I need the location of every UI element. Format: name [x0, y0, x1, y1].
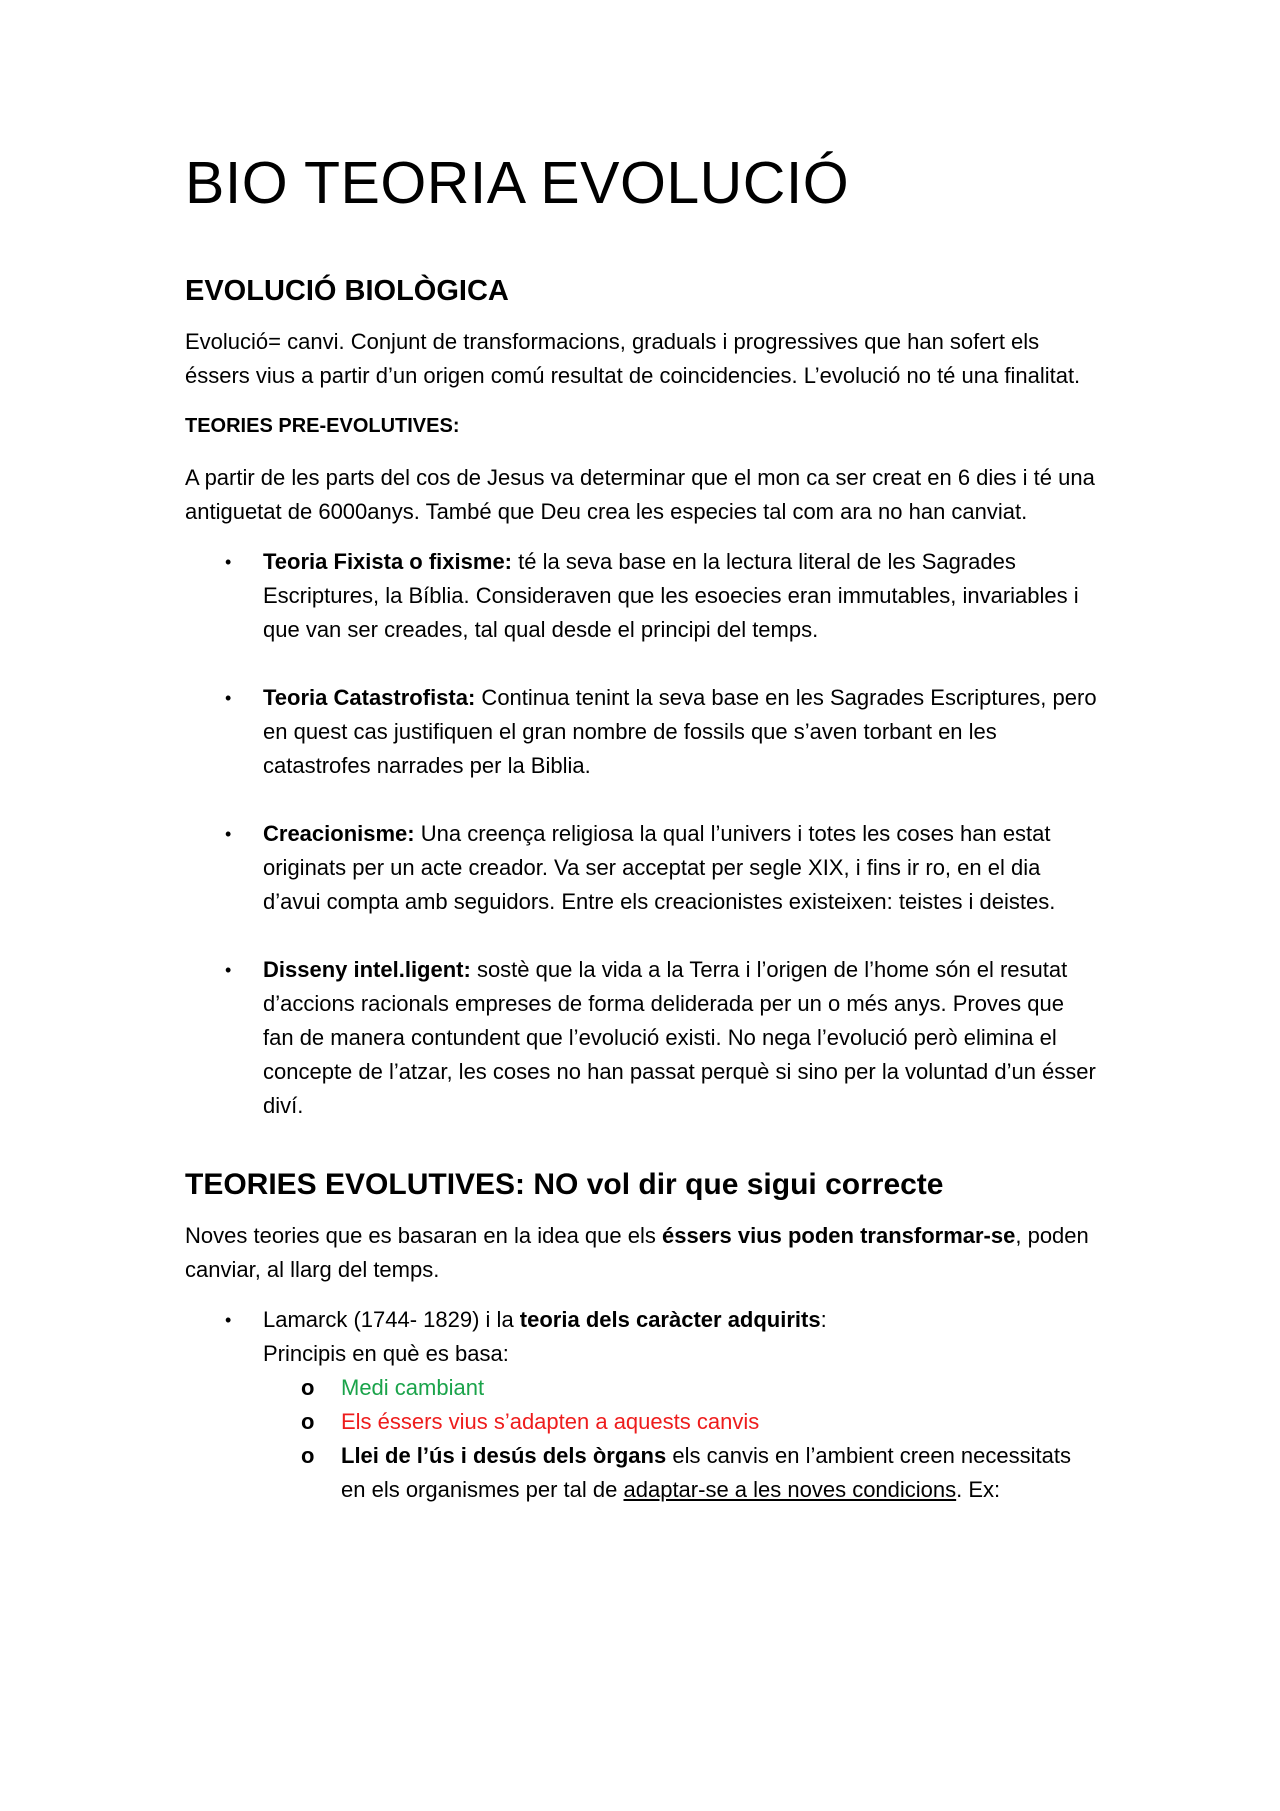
- theory-term: Disseny intel.ligent:: [263, 956, 471, 982]
- lamarck-prefix: Lamarck (1744- 1829) i la: [263, 1306, 520, 1332]
- theory-description: sostè que la vida a la Terra i l’origen de l’home són el resutat d’accions racionals empreses de forma deliderada per un o més anys. Proves que fan de manera contundent que l’evolució existi. No nega l’evolució però elimina el concepte de l’atzar, les coses no han passat perquè si sino per la voluntad d’un ésser diví.: [263, 956, 1096, 1118]
- bullet-icon: •: [225, 959, 232, 980]
- theory-description: Continua tenint la seva base en les Sagrades Escriptures, pero en quest cas justifiquen el gran nombre de fossils que s’aven torbant en les catastrofes narrades per la Biblia.: [263, 684, 1097, 778]
- bullet-icon: •: [225, 1309, 232, 1330]
- paragraph-evolutives-intro: [185, 1219, 1100, 1287]
- circle-bullet-icon: o: [301, 1442, 315, 1468]
- theory-term: Teoria Fixista o fixisme:: [263, 548, 513, 574]
- lamarck-suffix: :: [820, 1306, 827, 1332]
- paragraph-evolucio-definition: Evolució= canvi. Conjunt de transformacions, graduals i progressives que han sofert els éssers vius a partir d’un origen comú resultat de coincidencies. L’evolució no té una finalitat.: [185, 328, 1081, 388]
- intro-text-end: , poden canviar, al llarg del temps.: [185, 1222, 1089, 1282]
- list-item-lamarck: [185, 1303, 1100, 1507]
- list-item: [185, 681, 1100, 783]
- principle-medi-cambiant: Medi cambiant: [341, 1374, 485, 1400]
- theory-description: té la seva base en la lectura literal de les Sagrades Escriptures, la Bíblia. Consideraven que les esoecies eran immutables, invariables i que van ser creades, tal qual desde el principi del temps.: [263, 548, 1079, 642]
- pre-evolutive-theories-list: [185, 545, 1100, 1123]
- evolutive-theories-list: [185, 1303, 1100, 1507]
- intro-bold: éssers vius poden transformar-se: [661, 1222, 1016, 1248]
- section-heading-teories-evolutives: TEORIES EVOLUTIVES: NO vol dir que sigui correcte: [185, 1167, 944, 1201]
- subheading-pre-evolutives: TEORIES PRE-EVOLUTIVES:: [185, 414, 460, 437]
- sub-list-item: [185, 1439, 1100, 1507]
- principle-llei-text: els canvis en l’ambient creen necessitats en els organismes per tal de: [341, 1442, 1071, 1502]
- principle-llei-us-desus: Llei de l’ús i desús dels òrgans: [341, 1442, 667, 1468]
- principle-underlined: adaptar-se a les noves condicions: [623, 1476, 957, 1502]
- sub-list-item: [185, 1405, 1100, 1439]
- sub-list-item: [185, 1371, 1100, 1405]
- document-title: BIO TEORIA EVOLUCIÓ: [185, 150, 850, 216]
- intro-text: Noves teories que es basaran en la idea que els: [185, 1222, 662, 1248]
- bullet-icon: •: [225, 551, 232, 572]
- section-heading-evolucio-biologica: EVOLUCIÓ BIOLÒGICA: [185, 274, 509, 307]
- theory-description: Una creença religiosa la qual l’univers i totes les coses han estat originats per un acte creador. Va ser acceptat per segle XIX, i fins ir ro, en el dia d’avui compta amb seguidors. Entre els creacionistes existeixen: teistes i deistes.: [263, 820, 1056, 914]
- lamarck-principles-list: [185, 1371, 1100, 1507]
- list-item: [185, 953, 1100, 1123]
- list-item: [185, 817, 1100, 919]
- bullet-icon: •: [225, 687, 232, 708]
- principle-end: . Ex:: [956, 1476, 1001, 1502]
- principle-adaptacio: Els éssers vius s’adapten a aquests canvis: [341, 1408, 760, 1434]
- bullet-icon: •: [225, 823, 232, 844]
- list-item: [185, 545, 1100, 647]
- lamarck-theory: teoria dels caràcter adquirits: [519, 1306, 821, 1332]
- theory-term: Creacionisme:: [263, 820, 415, 846]
- circle-bullet-icon: o: [301, 1408, 315, 1434]
- circle-bullet-icon: o: [301, 1374, 315, 1400]
- theory-term: Teoria Catastrofista:: [263, 684, 476, 710]
- lamarck-principles-label: Principis en què es basa:: [263, 1340, 509, 1366]
- paragraph-pre-evolutives-intro: A partir de les parts del cos de Jesus va determinar que el mon ca ser creat en 6 dies i té una antiguetat de 6000anys. També que Deu crea les especies tal com ara no han canviat.: [185, 464, 1095, 524]
